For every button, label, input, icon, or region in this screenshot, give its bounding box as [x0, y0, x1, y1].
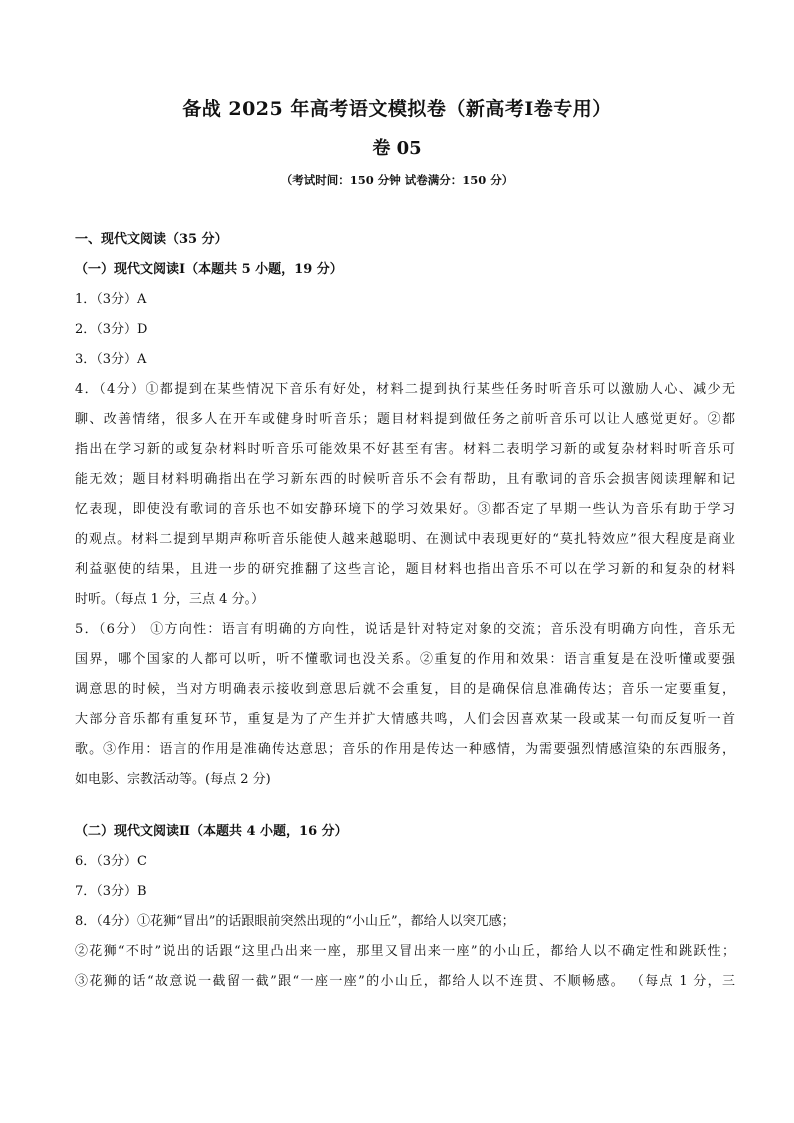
- answer-line: 忆表现，即使没有歌词的音乐也不如安静环境下的学习效果好。③都否定了早期一些认为音乐有助于学习: [75, 502, 735, 517]
- answer-line: 1．（3分）A: [75, 292, 147, 307]
- answer-line: 7．（3分）B: [75, 884, 147, 899]
- answer-line: 8．（4分）①花狮“冒出”的话跟眼前突然出现的“小山丘”，都给人以突兀感；: [75, 914, 515, 929]
- answer-line: 2．（3分）D: [75, 322, 148, 337]
- answer-line: 4．（4分）①都提到在某些情况下音乐有好处，材料二提到执行某些任务时听音乐可以激励人心、减少无: [75, 382, 735, 397]
- answer-line: 如电影、宗教活动等。(每点 2 分): [75, 772, 271, 787]
- answer-line: 时听。（每点 1 分，三点 4 分。）: [75, 592, 265, 607]
- answer-line: 6．（3分）C: [75, 854, 147, 869]
- answer-line: 聊、改善情绪，很多人在开车或健身时听音乐；题目材料提到做任务之前听音乐可以让人感觉更好。②都: [75, 412, 735, 427]
- page-title: 备战 2025 年高考语文模拟卷（新高考Ⅰ卷专用）: [182, 98, 612, 120]
- answer-line: 歌。③作用：语言的作用是准确传达意思；音乐的作用是传达一种感情，为需要强烈情感渲染的东西服务，: [75, 742, 735, 757]
- exam-info: （考试时间：150 分钟 试卷满分：150 分）: [280, 173, 514, 187]
- answer-line: 指出在学习新的或复杂材料时听音乐可能效果不好甚至有害。材料二表明学习新的或复杂材料时听音乐可: [75, 442, 735, 457]
- subsection-heading: （二）现代文阅读Ⅱ（本题共 4 小题，16 分）: [75, 824, 348, 839]
- paper-number: 卷 05: [372, 138, 422, 159]
- answer-line: 调意思的时候，当对方明确表示接收到意思后就不会重复，目的是确保信息准确传达；音乐一定要重复，: [75, 682, 735, 697]
- answer-line: 大部分音乐都有重复环节，重复是为了产生并扩大情感共鸣，人们会因喜欢某一段或某一句而反复听一首: [75, 712, 735, 727]
- answer-line: ③花狮的话“故意说一截留一截”跟“一座一座”的小山丘，都给人以不连贯、不顺畅感。 （每点 1 分，三: [75, 974, 735, 989]
- answer-line: 国界，哪个国家的人都可以听，听不懂歌词也没关系。②重复的作用和效果：语言重复是在没听懂或要强: [75, 652, 735, 667]
- answer-content: [75, 225, 735, 997]
- answer-line: 利益驱使的结果，且进一步的研究推翻了这些言论，题目材料也指出音乐不可以在学习新的和复杂的材料: [75, 562, 735, 577]
- answer-line: 3．（3分）A: [75, 352, 147, 367]
- answer-line: ②花狮“不时”说出的话跟“这里凸出来一座，那里又冒出来一座”的小山丘，都给人以不确定性和跳跃性；: [75, 944, 735, 959]
- answer-line: 5．（6分） ①方向性：语言有明确的方向性，说话是针对特定对象的交流；音乐没有明确方向性，音乐无: [75, 622, 735, 637]
- subsection-heading: （一）现代文阅读Ⅰ（本题共 5 小题，19 分）: [75, 262, 343, 277]
- answer-line: 能无效；题目材料明确指出在学习新东西的时候听音乐不会有帮助，且有歌词的音乐会损害阅读理解和记: [75, 472, 735, 487]
- paragraph-gap: [75, 795, 735, 817]
- section-heading: 一、现代文阅读（35 分）: [75, 232, 228, 247]
- answer-line: 的观点。材料二提到早期声称听音乐能使人越来越聪明、在测试中表现更好的“莫扎特效应”很大程度是商业: [75, 532, 735, 547]
